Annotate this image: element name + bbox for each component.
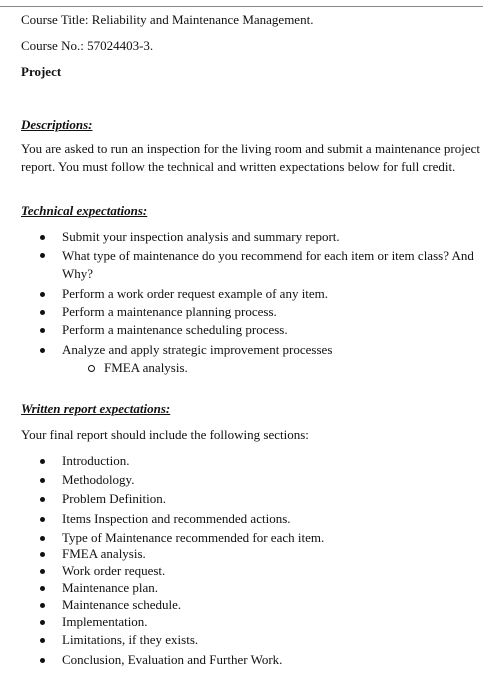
bullet-icon xyxy=(40,310,45,315)
bullet-icon xyxy=(40,253,45,258)
written-expectations-heading: Written report expectations: xyxy=(21,401,171,416)
list-item: Maintenance schedule. xyxy=(0,597,483,613)
bullet-icon xyxy=(40,348,45,353)
bullet-icon xyxy=(40,658,45,663)
bullet-icon xyxy=(40,235,45,240)
list-item: Analyze and apply strategic improvement processes xyxy=(0,342,483,358)
written-expectations-intro: Your final report should include the following sections: xyxy=(21,427,309,442)
hollow-bullet-icon xyxy=(88,365,95,372)
list-item: Perform a maintenance scheduling process. xyxy=(0,322,483,338)
bullet-icon xyxy=(40,552,45,557)
list-item: Work order request. xyxy=(0,563,483,579)
descriptions-text: You are asked to run an inspection for the living room and submit a maintenance project report. You must follow the technical and written expectations below for full credit. xyxy=(21,141,480,174)
list-item: Conclusion, Evaluation and Further Work. xyxy=(0,652,483,668)
list-item: FMEA analysis. xyxy=(0,546,483,562)
bullet-icon xyxy=(40,292,45,297)
descriptions-heading: Descriptions: xyxy=(21,117,93,132)
bullet-icon xyxy=(40,328,45,333)
bullet-icon xyxy=(40,620,45,625)
bullet-icon xyxy=(40,478,45,483)
bullet-icon xyxy=(40,586,45,591)
list-item: Limitations, if they exists. xyxy=(0,632,483,648)
list-item: Introduction. xyxy=(0,453,483,469)
bullet-icon xyxy=(40,569,45,574)
bullet-icon xyxy=(40,603,45,608)
list-item: Perform a maintenance planning process. xyxy=(0,304,483,320)
list-item: Submit your inspection analysis and summary report. xyxy=(0,229,483,245)
top-rule xyxy=(0,6,483,7)
technical-expectations-heading: Technical expectations: xyxy=(21,203,148,218)
sub-list-item: FMEA analysis. xyxy=(0,360,483,376)
bullet-icon xyxy=(40,536,45,541)
bullet-icon xyxy=(40,517,45,522)
bullet-icon xyxy=(40,638,45,643)
list-item: Problem Definition. xyxy=(0,491,483,507)
list-item: Type of Maintenance recommended for each item. xyxy=(0,530,483,546)
bullet-icon xyxy=(40,497,45,502)
list-item: Maintenance plan. xyxy=(0,580,483,596)
list-item: Perform a work order request example of any item. xyxy=(0,286,483,302)
list-item: Items Inspection and recommended actions. xyxy=(0,511,483,527)
list-item: Methodology. xyxy=(0,472,483,488)
course-number: Course No.: 57024403-3. xyxy=(21,38,154,53)
course-title: Course Title: Reliability and Maintenance Management. xyxy=(21,12,314,27)
list-item: Implementation. xyxy=(0,614,483,630)
bullet-icon xyxy=(40,459,45,464)
list-item: What type of maintenance do you recommend for each item or item class? And Why? xyxy=(0,247,483,283)
project-label: Project xyxy=(21,64,62,79)
